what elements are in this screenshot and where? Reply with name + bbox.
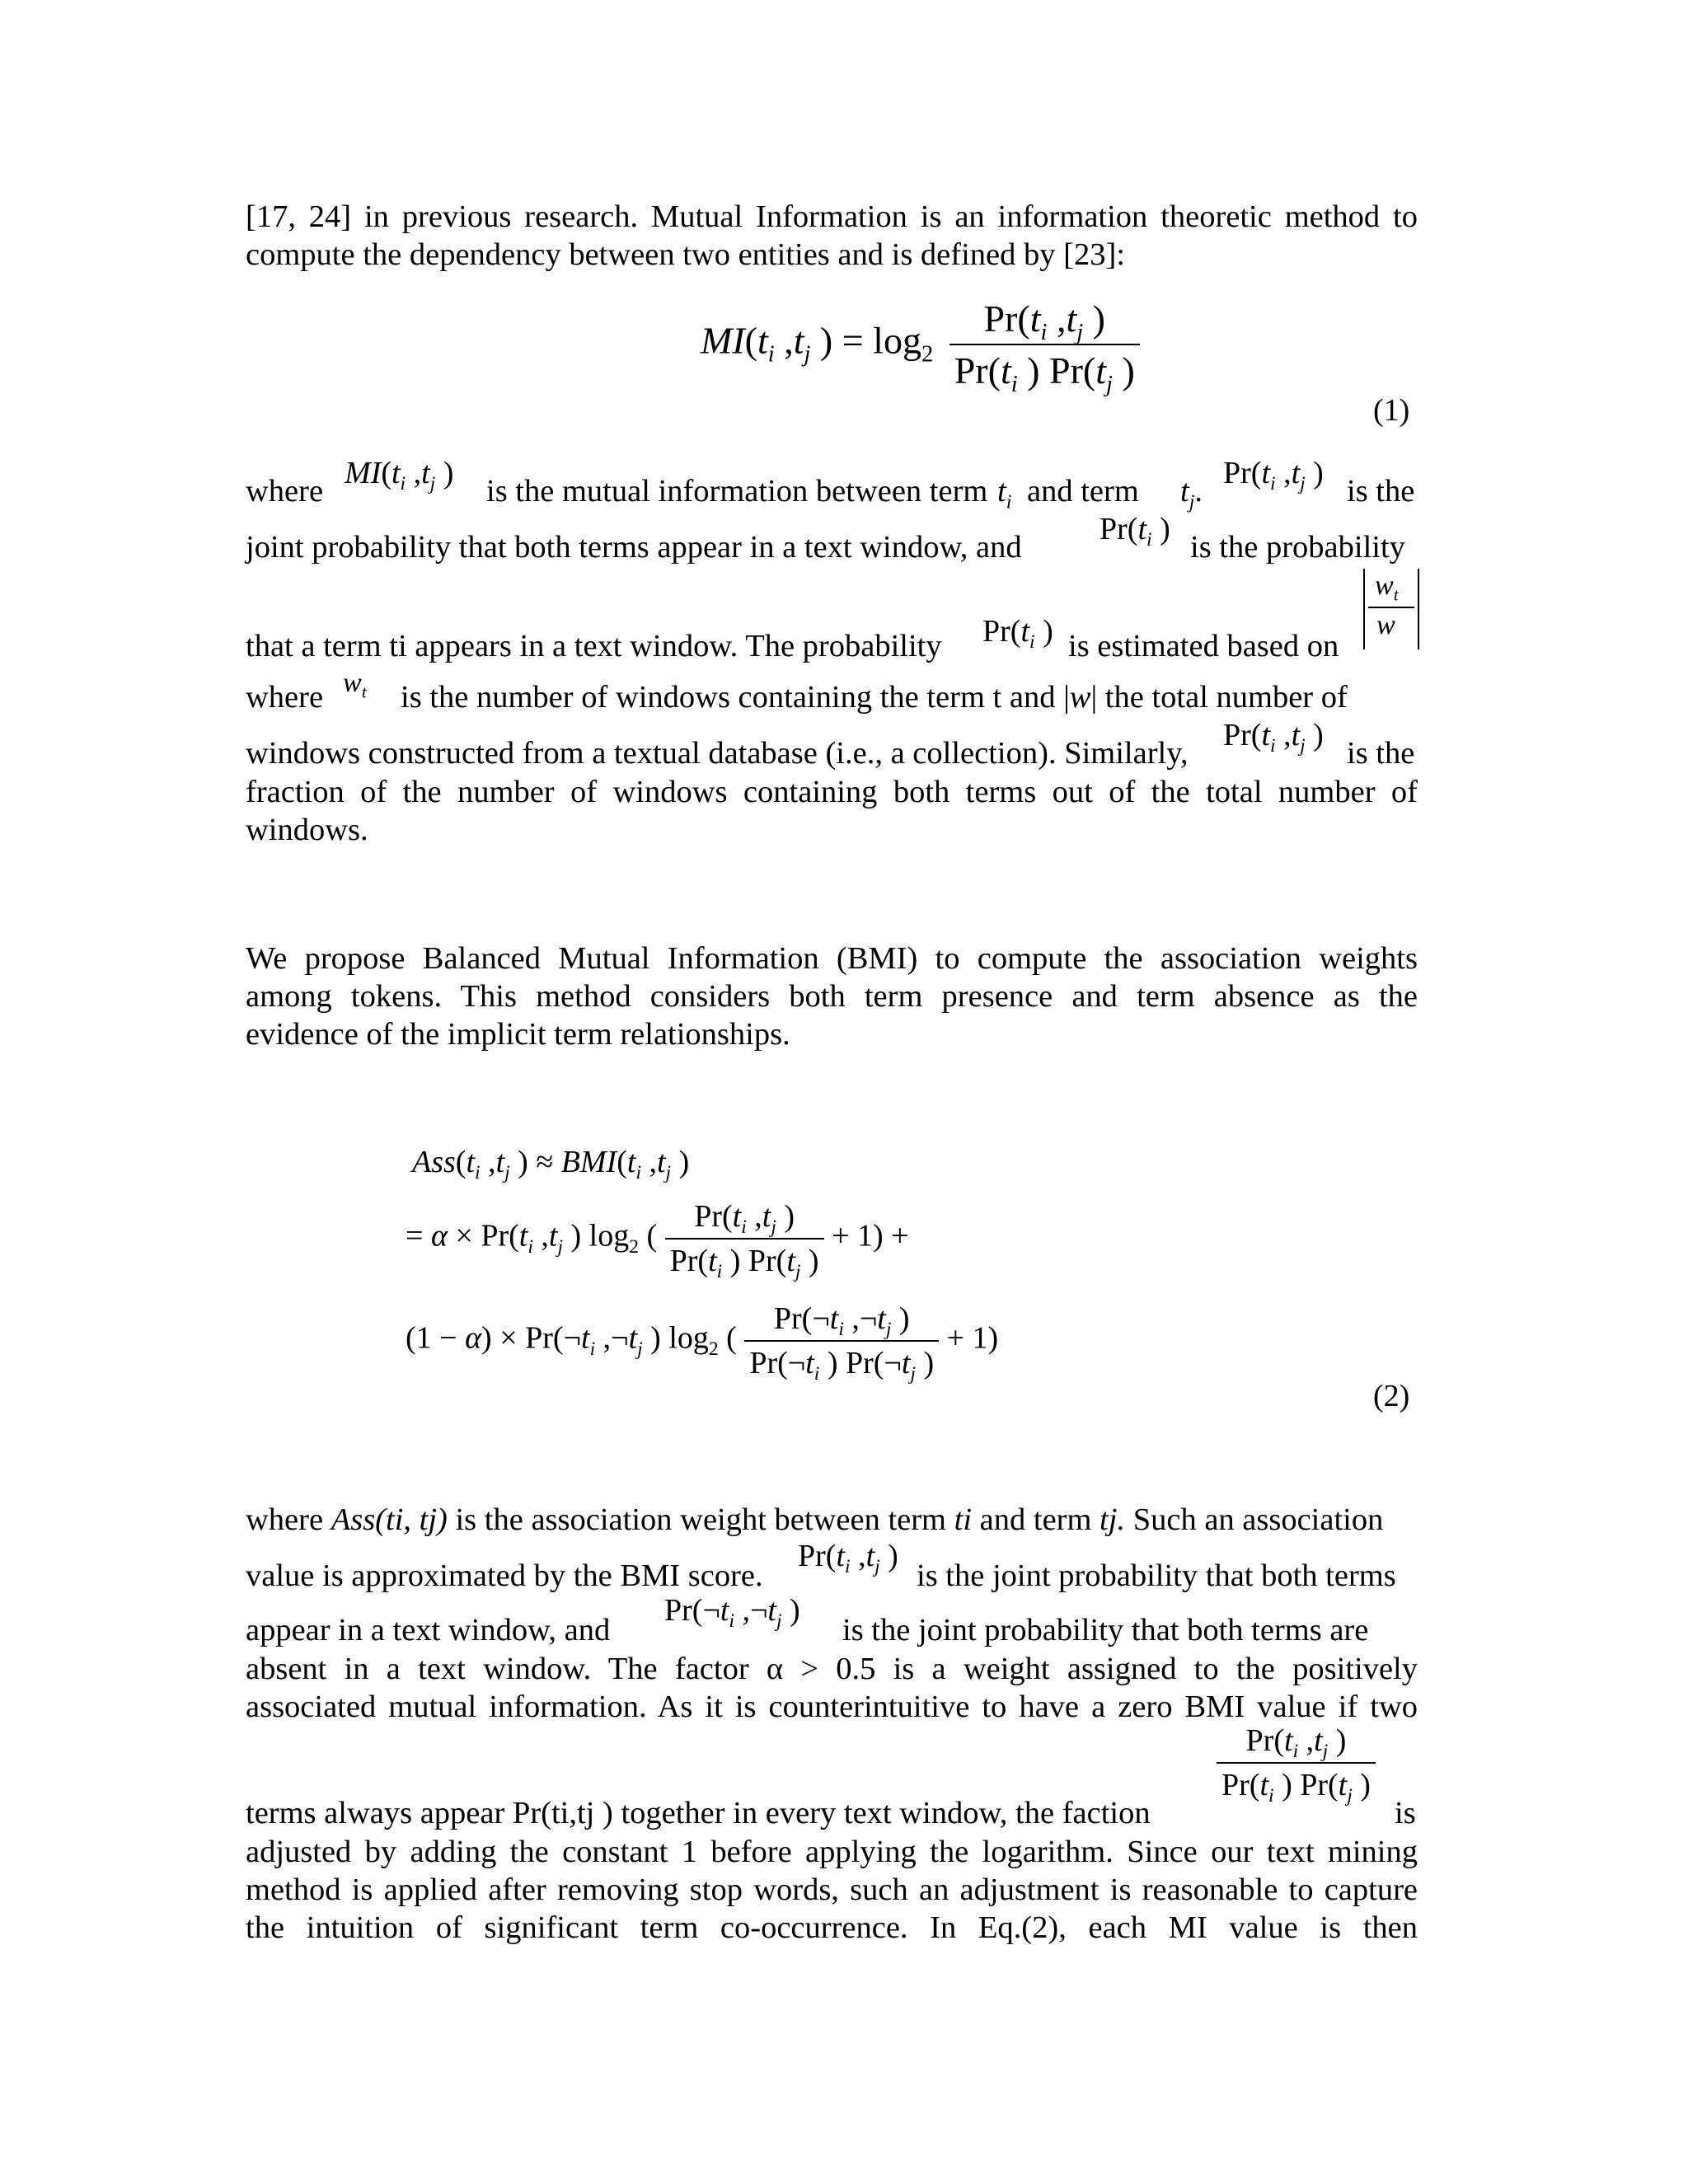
p2-is-the-probability: is the probability xyxy=(1190,530,1405,565)
p4-text-2: value is approximated by the BMI score. xyxy=(246,1558,763,1593)
p4-text-3: appear in a text window, and xyxy=(246,1613,611,1647)
p2-text-1: is the mutual information between term xyxy=(486,474,988,509)
p2-is-the: is the xyxy=(1347,474,1415,509)
p4-line-1: where Ass(ti, tj) is the association weight between term ti and term tj. Such an association xyxy=(246,1502,1384,1537)
p2-where-2: where xyxy=(246,680,324,715)
p2-text-7: fraction of the number of windows containing both terms out of the total number of xyxy=(246,775,1418,809)
p2-text-6: windows constructed from a textual database (i.e., a collection). Similarly, xyxy=(246,736,1189,771)
p2-pr-titj: $Pr(t_i$ $,t_j$ ) xyxy=(1223,456,1324,495)
p4-text-3b: is the joint probability that both terms are xyxy=(842,1613,1369,1647)
p4-text-6: terms always appear Pr(ti,tj ) together in every text window, the faction xyxy=(246,1796,1151,1830)
p4-fraction: $\frac{Pr(t_i ,t_j )}{Pr(t_i ) Pr(t_j )}$ xyxy=(1217,1722,1376,1803)
p2-pr-titj-2: $Pr(t_i$ $,t_j$ ) xyxy=(1223,718,1324,757)
paragraph-3-line-1: We propose Balanced Mutual Information (BMI) to compute the association weights xyxy=(246,941,1418,976)
p4-text-9: the intuition of significant term co-occurrence. In Eq.(2), each MI value is then xyxy=(246,1910,1418,1945)
p2-text-5: is the number of windows containing the term t and |w| the total number of xyxy=(401,680,1348,715)
p4-text-2b: is the joint probability that both terms xyxy=(917,1558,1396,1593)
p2-pr-ti: $Pr(t_i$ ) xyxy=(1100,512,1170,551)
equation-2-line-1: $Ass(t_i$ $,t_j$ ) ≈ $BMI(t_i$ $,t_j$ ) xyxy=(412,1145,690,1184)
paragraph-3-line-3: evidence of the implicit term relationships. xyxy=(246,1017,790,1052)
equation-2-number: (2) xyxy=(1373,1379,1410,1413)
p2-fraction-wt-w: $w_t$ w xyxy=(1363,569,1419,649)
p4-is: is xyxy=(1395,1796,1416,1830)
p2-text-2: joint probability that both terms appear in a text window, and xyxy=(246,530,1022,565)
p2-and-term: and term xyxy=(1027,474,1139,509)
equation-1: $MI(t_i$ $,t_j$ ) = $\log_2$ $\frac{Pr(t_i ,t_j )}{Pr(t_i ) Pr(t_j )}$ xyxy=(701,297,1140,392)
p4-text-4: absent in a text window. The factor α > 0.5 is a weight assigned to the positively xyxy=(246,1652,1418,1686)
p4-text-8: method is applied after removing stop words, such an adjustment is reasonable to capture xyxy=(246,1872,1418,1907)
p4-pr-titj: $Pr(t_i$ $,t_j$ ) xyxy=(798,1539,898,1578)
p4-text-5: associated mutual information. As it is counterintuitive to have a zero BMI value if two xyxy=(246,1690,1418,1724)
p2-text-3: that a term ti appears in a text window. The probability xyxy=(246,629,942,663)
p2-mi-expr: $MI(t_i$ $,t_j$ ) xyxy=(345,456,454,495)
p4-pr-not-titj: $Pr(\neg t_i$ $,\neg t_j$ ) xyxy=(664,1593,800,1633)
p2-tj: $t_j$. xyxy=(1180,474,1203,513)
p2-text-8: windows. xyxy=(246,813,368,847)
p4-text-7: adjusted by adding the constant 1 before applying the logarithm. Since our text mining xyxy=(246,1835,1418,1869)
p2-is-the-2: is the xyxy=(1347,736,1415,771)
p2-where: where xyxy=(246,474,324,509)
p2-ti: $t_i$ xyxy=(997,474,1012,513)
paragraph-3-line-2: among tokens. This method considers both term presence and term absence as the xyxy=(246,979,1418,1014)
paragraph-1-line-1: [17, 24] in previous research. Mutual Information is an information theoretic method to xyxy=(246,199,1418,234)
equation-1-number: (1) xyxy=(1373,393,1410,428)
equation-2-line-2: = $\alpha \times Pr(t_i$ $,t_j$ ) $\log_2$ ( $\frac{Pr(t_i ,t_j )}{Pr(t_i ) Pr(t_j )}$ + 1) + xyxy=(406,1199,909,1283)
p2-wt: $w_t$ xyxy=(343,668,367,702)
paragraph-1-line-2: compute the dependency between two entities and is defined by [23]: xyxy=(246,237,1125,272)
p2-pr-ti-2: $Pr(t_i$ ) xyxy=(982,614,1053,654)
equation-2-line-3: $(1 - \alpha) \times Pr(\neg t_i$ $,\neg t_j$ ) $\log_2$ ( $\frac{Pr(\neg t_i ,\neg t_j )}{Pr(\neg t_i ) Pr(\neg t_j )}$ + 1) xyxy=(406,1301,999,1385)
p2-text-4: is estimated based on xyxy=(1068,629,1339,663)
